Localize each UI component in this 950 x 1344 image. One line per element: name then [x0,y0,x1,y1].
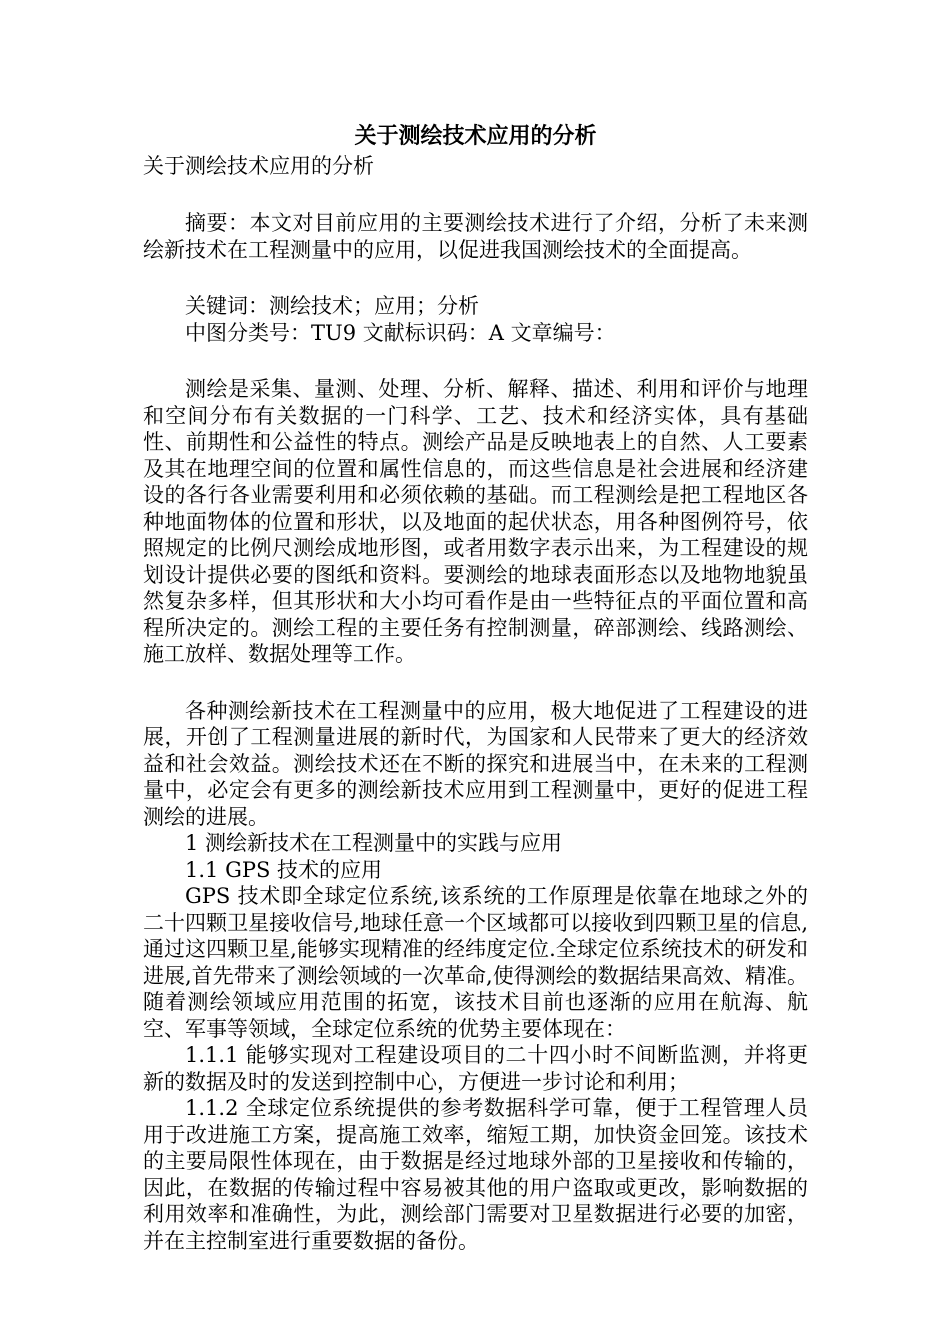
body-paragraph-1: 测绘是采集、量测、处理、分析、解释、描述、利用和评价与地理和空间分布有关数据的一门科学、工艺、技术和经济实体，具有基础性、前期性和公益性的特点。测绘产品是反映地表上的自然、人工要素及其在地理空间的位置和属性信息的，而这些信息是社会进展和经济建设的各行各业需要利用和必须依赖的基础。而工程测绘是把工程地区各种地面物体的位置和形状，以及地面的起伏状态，用各种图例符号，依照规定的比例尺测绘成地形图，或者用数字表示出来，为工程建设的规划设计提供必要的图纸和资料。要测绘的地球表面形态以及地物地貌虽然复杂多样，但其形状和大小均可看作是由一些特征点的平面位置和高程所决定的。测绘工程的主要任务有控制测量，碎部测绘、线路测绘、施工放样、数据处理等工作。 [143,377,808,666]
list-item-1-1-2: 1.1.2 全球定位系统提供的参考数据科学可靠，便于工程管理人员用于改进施工方案，提高施工效率，缩短工期，加快资金回笼。该技术的主要局限性体现在，由于数据是经过地球外部的卫星接收和传输的，因此，在数据的传输过程中容易被其他的用户盗取或更改，影响数据的利用效率和准确性，为此，测绘部门需要对卫星数据进行必要的加密，并在主控制室进行重要数据的备份。 [143,1096,808,1253]
keywords-line: 关键词：测绘技术；应用；分析 [185,294,479,318]
body-paragraph-2: 各种测绘新技术在工程测量中的应用，极大地促进了工程建设的进展，开创了工程测量进展的新时代，为国家和人民带来了更大的经济效益和社会效益。测绘技术还在不断的探究和进展当中，在未来的工程测量中，必定会有更多的测绘新技术应用到工程测量中，更好的促进工程测绘的进展。 [143,698,808,829]
abstract-paragraph: 摘要：本文对目前应用的主要测绘技术进行了介绍，分析了未来测绘新技术在工程测量中的应用，以促进我国测绘技术的全面提高。 [143,211,808,262]
classification-line: 中图分类号：TU9 文献标识码：A 文章编号： [185,320,616,345]
document-page [143,120,808,1254]
gps-paragraph: GPS 技术即全球定位系统,该系统的工作原理是依靠在地球之外的二十四颗卫星接收信号,地球任意一个区域都可以接收到四颗卫星的信息,通过这四颗卫星,能够实现精准的经纬度定位.全球定位系统技术的研发和进展,首先带来了测绘领域的一次革命,使得测绘的数据结果高效、精准。随着测绘领域应用范围的拓宽，该技术目前也逐渐的应用在航海、航空、军事等领域，全球定位系统的优势主要体现在： [143,884,808,1041]
document-title: 关于测绘技术应用的分析 [354,123,597,149]
list-item-1-1-1: 1.1.1 能够实现对工程建设项目的二十四小时不间断监测，并将更新的数据及时的发送到控制中心，方便进一步讨论和利用； [143,1043,808,1094]
document-subtitle: 关于测绘技术应用的分析 [143,154,374,178]
section-heading-1: 1 测绘新技术在工程测量中的实践与应用 [185,831,563,855]
section-heading-1-1: 1.1 GPS 技术的应用 [185,857,383,882]
